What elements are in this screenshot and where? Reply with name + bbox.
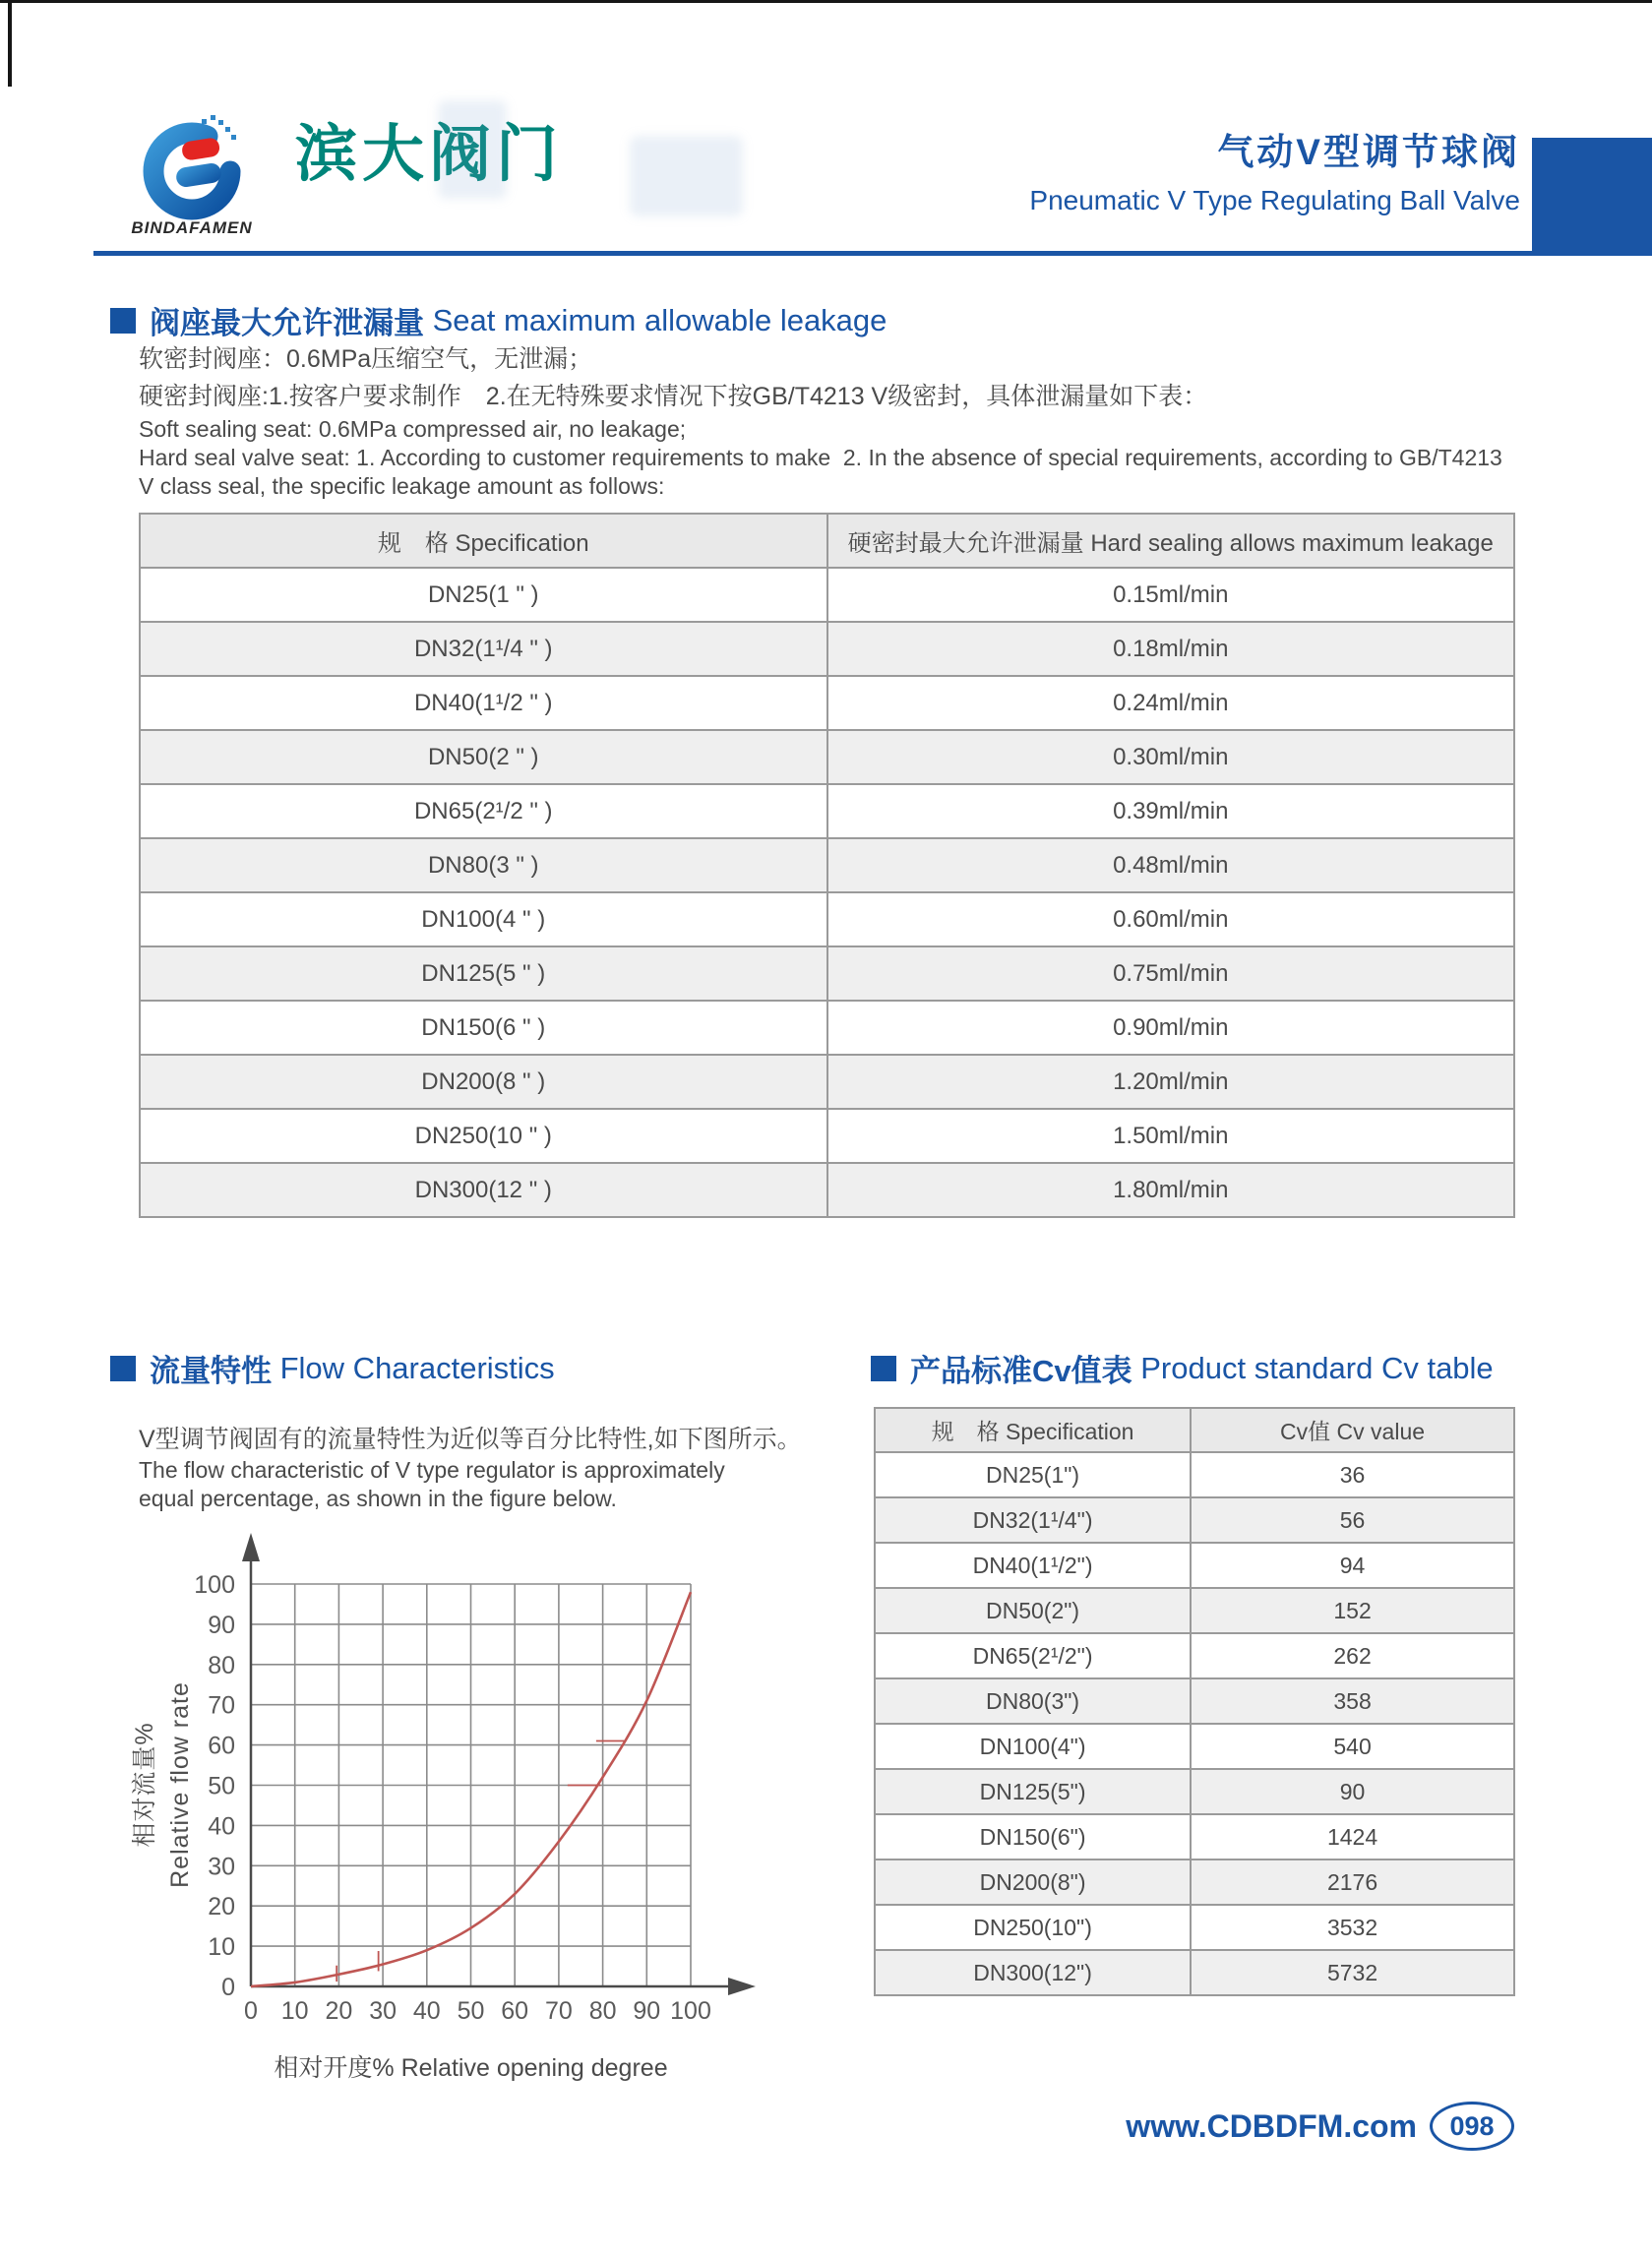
svg-text:70: 70 — [208, 1691, 235, 1720]
spec-cell: DN150(6") — [875, 1814, 1191, 1860]
leakage-notes — [139, 340, 1502, 501]
svg-text:50: 50 — [457, 1997, 485, 2025]
svg-text:90: 90 — [633, 1997, 661, 2025]
svg-text:10: 10 — [280, 1997, 309, 2025]
company-logo-icon — [133, 110, 251, 233]
cv-col-spec-header: 规 格 Specification — [875, 1408, 1191, 1452]
spec-cell: DN32(1¹/4") — [875, 1497, 1191, 1543]
cv-cell: 540 — [1191, 1724, 1514, 1769]
cv-cell: 358 — [1191, 1678, 1514, 1724]
cv-cell: 90 — [1191, 1769, 1514, 1814]
leakage-cell: 0.24ml/min — [827, 676, 1515, 730]
product-title-en: Pneumatic V Type Regulating Ball Valve — [1029, 185, 1520, 215]
svg-text:40: 40 — [412, 1997, 441, 2025]
spec-cell: DN50(2 " ) — [140, 730, 827, 784]
table-row — [875, 1814, 1514, 1860]
leakage-note-en-3: V class seal, the specific leakage amount as follows: — [139, 473, 665, 499]
svg-text:20: 20 — [208, 1893, 235, 1921]
spec-cell: DN32(1¹/4 " ) — [140, 622, 827, 676]
spec-cell: DN25(1") — [875, 1452, 1191, 1497]
section-heading-flow — [110, 1346, 555, 1390]
table-row — [875, 1905, 1514, 1950]
spec-cell: DN200(8 " ) — [140, 1055, 827, 1109]
leakage-note-cn-2: 硬密封阀座:1.按客户要求制作 2.在无特殊要求情况下按GB/T4213 V级密封，具体泄漏量如下表： — [139, 383, 1208, 410]
svg-text:100: 100 — [194, 1571, 235, 1599]
section-heading-en: Flow Characteristics — [272, 1350, 555, 1385]
header-divider — [93, 251, 1532, 256]
leakage-col-value-header: 硬密封最大允许泄漏量 Hard sealing allows maximum leakage — [827, 514, 1515, 568]
table-row — [875, 1588, 1514, 1633]
leakage-cell: 0.90ml/min — [827, 1001, 1515, 1055]
table-row — [140, 676, 1514, 730]
leakage-cell: 0.39ml/min — [827, 784, 1515, 838]
cv-cell: 152 — [1191, 1588, 1514, 1633]
cv-cell: 3532 — [1191, 1905, 1514, 1950]
leakage-cell: 1.50ml/min — [827, 1109, 1515, 1163]
svg-text:100: 100 — [670, 1997, 711, 2025]
page-edge-top-mark — [0, 0, 1652, 3]
page-number-badge: 098 — [1430, 2102, 1514, 2151]
leakage-cell: 0.75ml/min — [827, 946, 1515, 1001]
spec-cell: DN100(4") — [875, 1724, 1191, 1769]
section-bullet-icon — [110, 1356, 136, 1381]
leakage-cell: 0.30ml/min — [827, 730, 1515, 784]
leakage-col-spec-header: 规 格 Specification — [140, 514, 827, 568]
svg-text:0: 0 — [221, 1974, 235, 2001]
page-edge-left-mark — [8, 0, 12, 87]
table-row — [140, 622, 1514, 676]
spec-cell: DN65(2¹/2 " ) — [140, 784, 827, 838]
spec-cell: DN80(3 " ) — [140, 838, 827, 892]
table-row — [875, 1724, 1514, 1769]
cv-cell: 36 — [1191, 1452, 1514, 1497]
svg-text:70: 70 — [544, 1997, 573, 2025]
table-row — [140, 1001, 1514, 1055]
table-row — [875, 1633, 1514, 1678]
footer-website-link[interactable]: www.CDBDFM.com — [1126, 2107, 1417, 2144]
table-row — [875, 1678, 1514, 1724]
svg-text:30: 30 — [369, 1997, 398, 2025]
svg-text:50: 50 — [208, 1772, 235, 1800]
table-row — [875, 1860, 1514, 1905]
table-row — [140, 1055, 1514, 1109]
page-title — [1029, 122, 1520, 216]
spec-cell: DN200(8") — [875, 1860, 1191, 1905]
table-row — [875, 1769, 1514, 1814]
spec-cell: DN25(1 " ) — [140, 568, 827, 622]
cv-cell: 1424 — [1191, 1814, 1514, 1860]
section-heading-cv — [871, 1346, 1494, 1390]
spec-cell: DN150(6 " ) — [140, 1001, 827, 1055]
cv-cell: 56 — [1191, 1497, 1514, 1543]
section-bullet-icon — [110, 308, 136, 334]
spec-cell: DN125(5 " ) — [140, 946, 827, 1001]
section-heading-en: Seat maximum allowable leakage — [424, 302, 887, 337]
flow-note-en-2: equal percentage, as shown in the figure below. — [139, 1486, 617, 1511]
spec-cell: DN40(1¹/2 " ) — [140, 676, 827, 730]
spec-cell: DN250(10") — [875, 1905, 1191, 1950]
spec-cell: DN65(2¹/2") — [875, 1633, 1191, 1678]
flow-note-en-1: The flow characteristic of V type regulator is approximately — [139, 1457, 725, 1483]
brand-name: 滨大阀门 — [295, 120, 563, 189]
svg-text:60: 60 — [208, 1732, 235, 1760]
table-row — [140, 838, 1514, 892]
spec-cell: DN125(5") — [875, 1769, 1191, 1814]
spec-cell: DN250(10 " ) — [140, 1109, 827, 1163]
table-row — [875, 1950, 1514, 1995]
cv-cell: 5732 — [1191, 1950, 1514, 1995]
scan-watermark — [630, 136, 743, 216]
spec-cell: DN80(3") — [875, 1678, 1191, 1724]
table-row — [875, 1452, 1514, 1497]
svg-text:90: 90 — [208, 1611, 235, 1639]
spec-cell: DN40(1¹/2") — [875, 1543, 1191, 1588]
leakage-cell: 0.48ml/min — [827, 838, 1515, 892]
leakage-cell: 0.18ml/min — [827, 622, 1515, 676]
svg-text:30: 30 — [208, 1853, 235, 1881]
leakage-note-cn-1: 软密封阀座：0.6MPa压缩空气，无泄漏； — [139, 345, 593, 373]
product-title-cn: 气动V型调节球阀 — [1217, 132, 1520, 172]
cv-cell: 2176 — [1191, 1860, 1514, 1905]
section-heading-cn: 流量特性 — [150, 1354, 272, 1388]
leakage-cell: 1.80ml/min — [827, 1163, 1515, 1217]
svg-text:60: 60 — [501, 1997, 529, 2025]
svg-text:0: 0 — [244, 1997, 258, 2025]
leakage-note-en-1: Soft sealing seat: 0.6MPa compressed air, no leakage; — [139, 416, 687, 442]
leakage-note-en-2: Hard seal valve seat: 1. According to customer requirements to make 2. In the absence of special requirements, according to GB/T4213 — [139, 445, 1502, 470]
flow-characteristics-chart — [93, 1520, 802, 2110]
header-accent-block — [1532, 138, 1652, 256]
table-row — [140, 946, 1514, 1001]
flow-notes — [139, 1423, 802, 1513]
table-row — [140, 1163, 1514, 1217]
table-row — [875, 1497, 1514, 1543]
leakage-cell: 0.60ml/min — [827, 892, 1515, 946]
cv-col-value-header: Cv值 Cv value — [1191, 1408, 1514, 1452]
table-row — [140, 892, 1514, 946]
svg-text:80: 80 — [588, 1997, 617, 2025]
leakage-table-header-row — [140, 514, 1514, 568]
y-axis-label-cn: 相对流量% — [131, 1722, 158, 1848]
section-heading-cn: 阀座最大允许泄漏量 — [150, 306, 424, 340]
leakage-table — [139, 513, 1515, 1218]
section-heading-leakage — [110, 298, 887, 342]
x-axis-label: 相对开度% Relative opening degree — [274, 2054, 668, 2082]
table-row — [140, 568, 1514, 622]
spec-cell: DN100(4 " ) — [140, 892, 827, 946]
spec-cell: DN300(12") — [875, 1950, 1191, 1995]
leakage-cell: 0.15ml/min — [827, 568, 1515, 622]
cv-table-header-row — [875, 1408, 1514, 1452]
svg-text:10: 10 — [208, 1933, 235, 1962]
section-heading-en: Product standard Cv table — [1132, 1350, 1494, 1385]
spec-cell: DN50(2") — [875, 1588, 1191, 1633]
table-row — [140, 730, 1514, 784]
cv-cell: 94 — [1191, 1543, 1514, 1588]
section-heading-cn: 产品标准Cv值表 — [910, 1354, 1132, 1388]
cv-table — [874, 1407, 1515, 1996]
logo-caption: BINDAFAMEN — [131, 218, 253, 237]
flow-note-cn: V型调节阀固有的流量特性为近似等百分比特性,如下图所示。 — [139, 1426, 802, 1453]
table-row — [140, 784, 1514, 838]
footer — [1126, 2102, 1514, 2151]
table-row — [140, 1109, 1514, 1163]
svg-text:40: 40 — [208, 1812, 235, 1841]
svg-text:20: 20 — [325, 1997, 353, 2025]
leakage-cell: 1.20ml/min — [827, 1055, 1515, 1109]
scan-watermark — [438, 100, 507, 199]
y-axis-label-en: Relative flow rate — [166, 1681, 194, 1888]
svg-text:80: 80 — [208, 1651, 235, 1679]
section-bullet-icon — [871, 1356, 896, 1381]
table-row — [875, 1543, 1514, 1588]
spec-cell: DN300(12 " ) — [140, 1163, 827, 1217]
cv-cell: 262 — [1191, 1633, 1514, 1678]
